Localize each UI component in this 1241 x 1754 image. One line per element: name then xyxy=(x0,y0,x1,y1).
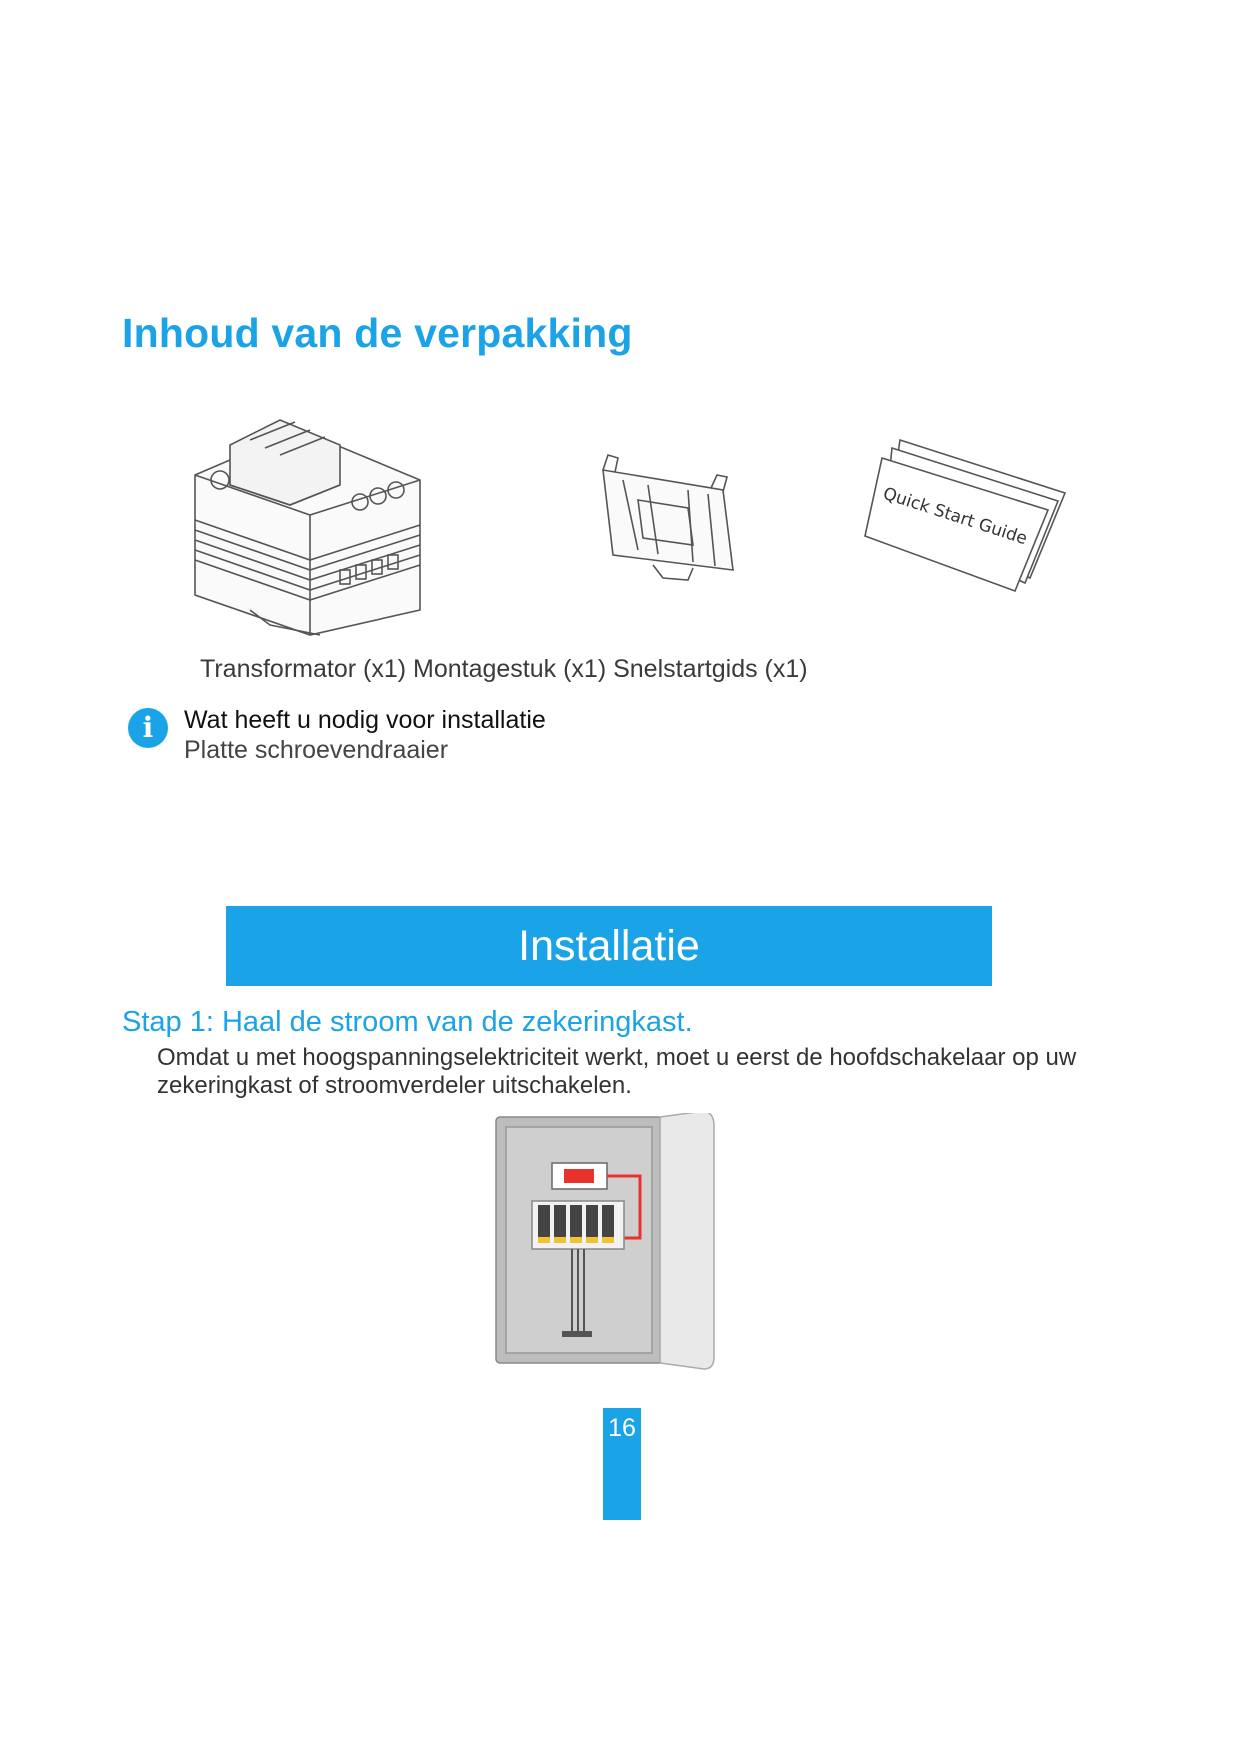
step-title: Stap 1: Haal de stroom van de zekeringkast. xyxy=(122,1006,693,1038)
quick-start-guide-illustration xyxy=(860,438,1070,598)
package-contents-captions: Transformator (x1) Montagestuk (x1) Snelstartgids (x1) xyxy=(200,655,808,683)
page-title: Inhoud van de verpakking xyxy=(122,310,633,356)
section-banner: Installatie xyxy=(226,906,992,986)
info-heading: Wat heeft u nodig voor installatie xyxy=(184,706,546,734)
page-number: 16 xyxy=(603,1408,641,1520)
transformer-illustration xyxy=(190,410,430,640)
info-icon: i xyxy=(128,708,168,748)
info-body: Platte schroevendraaier xyxy=(184,736,449,764)
step-body: Omdat u met hoogspanningselektriciteit werkt, moet u eerst de hoofdschakelaar op uw zekeringkast of stroomverdeler uitschakelen. xyxy=(157,1044,1077,1099)
guide-cover-text: Quick Start Guide xyxy=(880,483,1030,550)
fuse-box-illustration xyxy=(492,1113,722,1373)
mounting-bracket-illustration xyxy=(593,450,743,585)
